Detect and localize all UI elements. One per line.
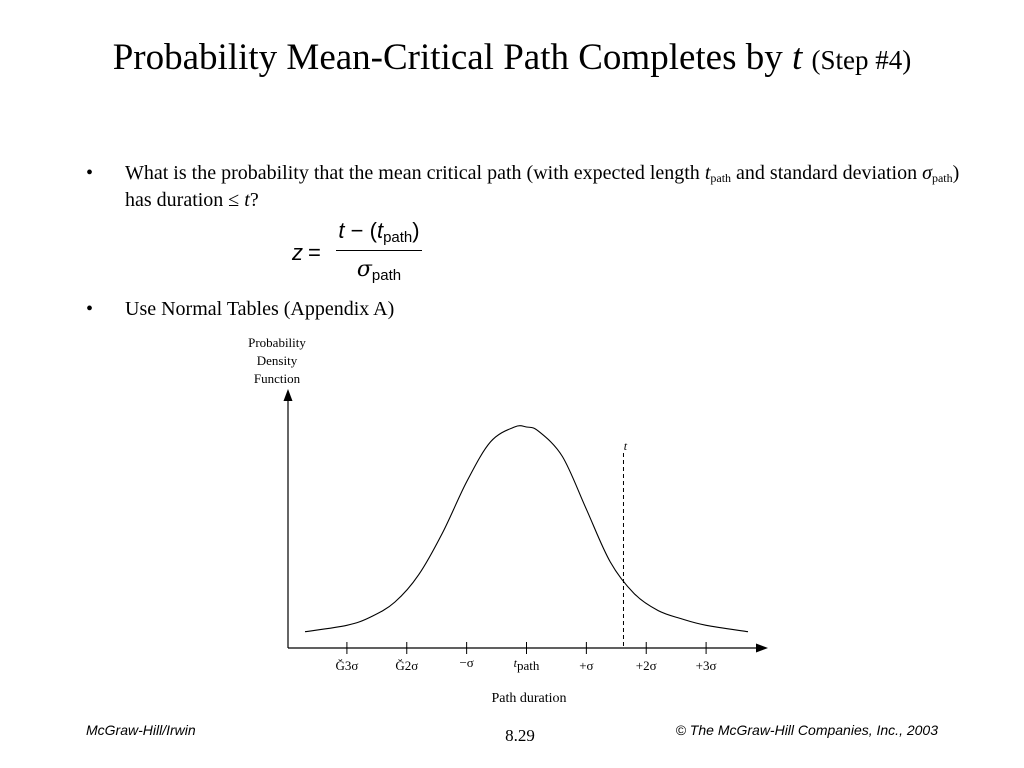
y-axis-label-line-2: Density [256,353,298,368]
t-marker-label: t [623,439,628,453]
title-variable: t [792,37,803,78]
title-main: Probability Mean-Critical Path Completes by [112,37,792,78]
x-axis-arrowhead [756,644,768,653]
formula-equals: = [308,240,321,265]
x-axis-label: Path duration [491,691,567,706]
question-part-2: and standard deviation [731,162,923,184]
x-tick-label-3: tpath [513,656,540,673]
question-t-sub: path [710,171,732,185]
y-axis-label [248,335,306,386]
x-tick-label-2: −σ [459,655,474,670]
question-t-var: t [704,162,711,184]
question-part-4: ? [249,189,259,211]
footer-copyright: © The McGraw-Hill Companies, Inc., 2003 [675,722,938,738]
question-part-1: What is the probability that the mean critical path (with expected length [125,162,705,184]
numerator-close: ) [412,218,420,243]
bullet-symbol: • [86,298,94,320]
footer-slide-number: 8.29 [505,726,535,745]
y-axis-label-line-3: Function [253,371,301,386]
numerator-sub: path [383,229,413,246]
question-sigma: σ [922,162,932,184]
title-step: (Step #4) [811,45,912,75]
x-tick-label-6: +3σ [695,658,717,673]
x-tick-label-4: +σ [579,658,594,673]
x-tick-label-0: Ğ3σ [335,658,359,673]
y-axis-label-line-1: Probability [248,335,306,350]
y-axis-arrowhead [284,389,293,401]
denominator-sub: path [371,267,402,284]
question-part-3: ) has duration ≤ [125,162,960,211]
question-t2: t [244,189,250,211]
x-axis-tick-labels [335,655,716,673]
denominator-sigma: σ [356,257,372,282]
x-tick-label-1: Ğ2σ [395,658,419,673]
question-sigma-sub: path [931,171,953,185]
bullet-normal-tables-text: Use Normal Tables (Appendix A) [125,298,395,320]
numerator-minus: − ( [344,218,377,243]
numerator-t: t [338,218,345,243]
x-tick-label-5: +2σ [635,658,657,673]
normal-curve [305,426,748,632]
numerator-t2: t [376,218,384,243]
bullet-symbol: • [86,162,94,184]
formula-lhs: z [292,240,303,265]
footer-publisher: McGraw-Hill/Irwin [86,722,196,738]
